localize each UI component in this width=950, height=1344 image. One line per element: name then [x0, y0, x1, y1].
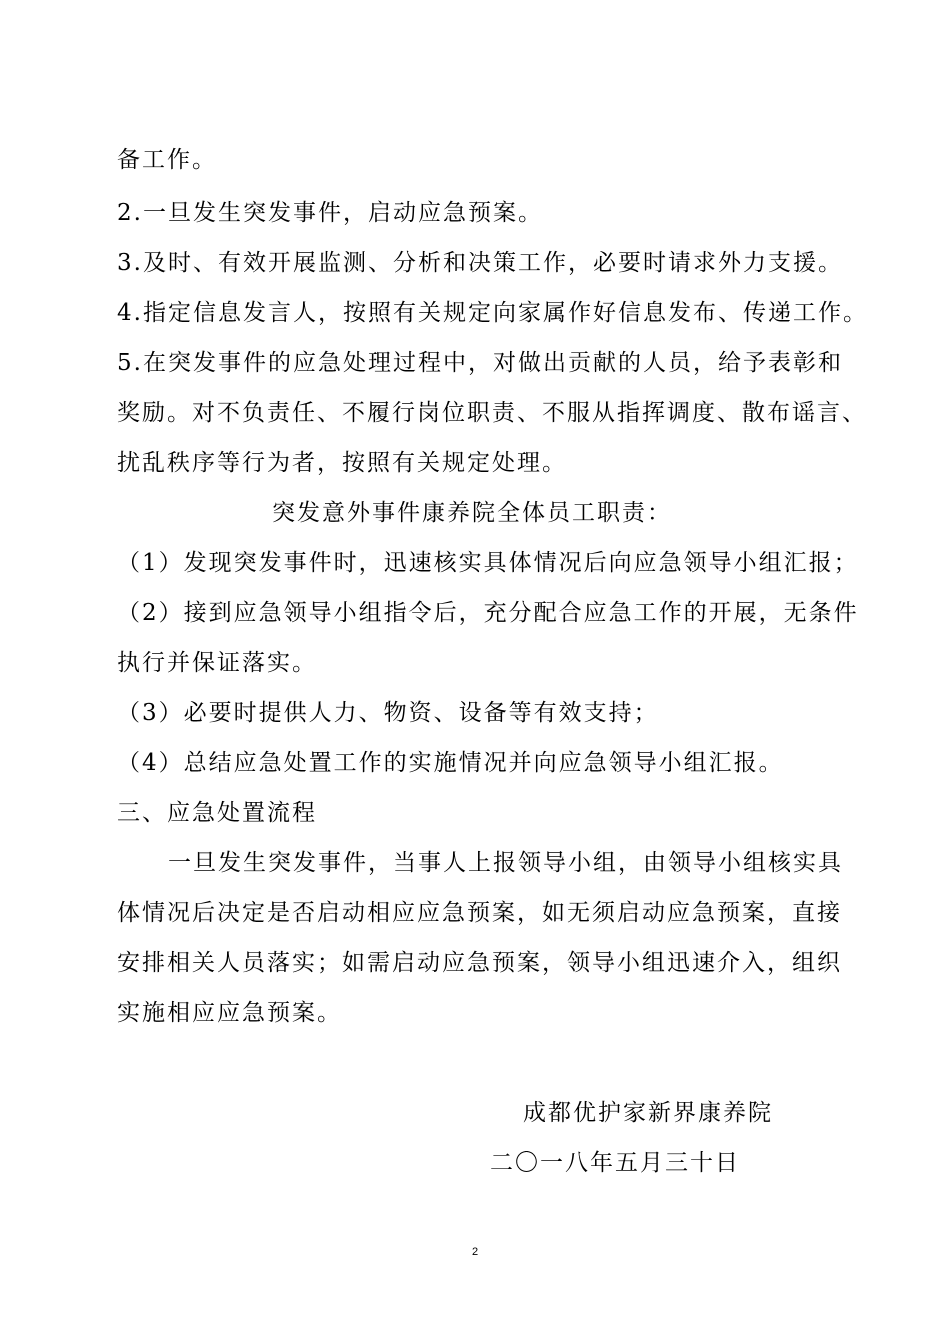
text-line-13: （4）总结应急处置工作的实施情况并向应急领导小组汇报。	[117, 750, 784, 776]
section-heading-procedure: 三、应急处置流程	[117, 800, 317, 826]
signature-date: 二〇一八年五月三十日	[490, 1150, 740, 1176]
signature-organization: 成都优护家新界康养院	[523, 1100, 773, 1126]
section-heading-staff-duties: 突发意外事件康养院全体员工职责：	[272, 500, 672, 526]
text-line-3: 3.及时、有效开展监测、分析和决策工作，必要时请求外力支援。	[117, 250, 843, 276]
text-line-7: 扰乱秩序等行为者，按照有关规定处理。	[117, 450, 567, 476]
page-number: 2	[471, 1246, 479, 1258]
text-line-2: 2.一旦发生突发事件，启动应急预案。	[117, 200, 543, 226]
text-line-5: 5.在突发事件的应急处理过程中，对做出贡献的人员，给予表彰和	[117, 350, 843, 376]
text-line-15: 一旦发生突发事件，当事人上报领导小组，由领导小组核实具	[168, 850, 843, 876]
text-line-1: 备工作。	[117, 147, 217, 173]
text-line-17: 安排相关人员落实；如需启动应急预案，领导小组迅速介入，组织	[117, 950, 842, 976]
text-line-12: （3）必要时提供人力、物资、设备等有效支持；	[117, 700, 659, 726]
text-line-9: （1）发现突发事件时，迅速核实具体情况后向应急领导小组汇报；	[117, 550, 859, 576]
text-line-16: 体情况后决定是否启动相应应急预案，如无须启动应急预案，直接	[117, 900, 842, 926]
text-line-4: 4.指定信息发言人，按照有关规定向家属作好信息发布、传递工作。	[117, 300, 868, 326]
text-line-6: 奖励。对不负责任、不履行岗位职责、不服从指挥调度、散布谣言、	[117, 400, 867, 426]
text-line-18: 实施相应应急预案。	[117, 1000, 342, 1026]
text-line-10: （2）接到应急领导小组指令后，充分配合应急工作的开展，无条件	[117, 600, 859, 626]
text-line-11: 执行并保证落实。	[117, 650, 317, 676]
